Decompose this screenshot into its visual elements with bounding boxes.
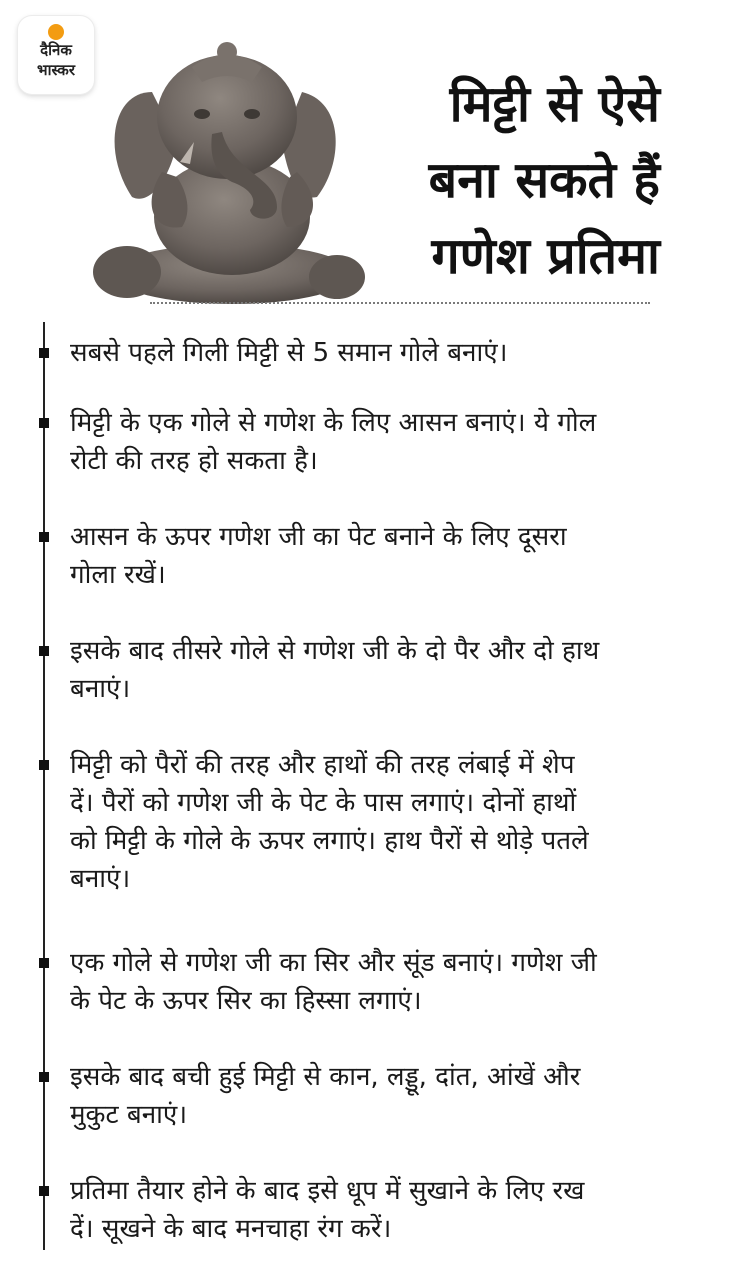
step-text [70, 1058, 715, 1134]
bullet-square-icon [39, 348, 49, 358]
step-line: रोटी की तरह हो सकता है। [70, 446, 318, 476]
bullet-square-icon [39, 418, 49, 428]
step-line: आसन के ऊपर गणेश जी का पेट बनाने के लिए दूसरा [70, 522, 567, 552]
step-text [70, 944, 715, 1020]
title-line: मिट्टी से ऐसे [449, 75, 660, 133]
bullet-square-icon [39, 1186, 49, 1196]
step-line: मिट्टी को पैरों की तरह और हाथों की तरह लंबाई में शेप [70, 750, 575, 780]
step-text [70, 632, 715, 708]
step-line: बनाएं। [70, 674, 131, 704]
bullet-square-icon [39, 532, 49, 542]
title-line: गणेश प्रतिमा [431, 227, 660, 285]
bullet-square-icon [39, 958, 49, 968]
bullet-square-icon [39, 760, 49, 770]
ganesha-idol-icon [82, 22, 382, 322]
bullet-square-icon [39, 1072, 49, 1082]
dotted-divider [150, 302, 650, 304]
step-text [70, 1172, 715, 1248]
step-line: इसके बाद बची हुई मिट्टी से कान, लड्डू, दांत, आंखें और [70, 1062, 581, 1092]
step-line: सबसे पहले गिली मिट्टी से 5 समान गोले बनाएं। [70, 338, 508, 368]
step-line: के पेट के ऊपर सिर का हिस्सा लगाएं। [70, 986, 422, 1016]
page-title [360, 66, 660, 294]
step-line: दें। पैरों को गणेश जी के पेट के पास लगाएं। दोनों हाथों [70, 788, 577, 818]
step-line: दें। सूखने के बाद मनचाहा रंग करें। [70, 1214, 392, 1244]
timeline-line [43, 322, 45, 1250]
logo-sun-icon [48, 24, 64, 40]
logo-text-line2: भास्कर [37, 61, 75, 79]
step-line: बनाएं। [70, 864, 131, 894]
bullet-square-icon [39, 646, 49, 656]
title-line: बना सकते हैं [428, 151, 660, 209]
step-text [70, 404, 715, 480]
step-text [70, 746, 715, 898]
step-line: मिट्टी के एक गोले से गणेश के लिए आसन बनाएं। ये गोल [70, 408, 597, 438]
step-text [70, 334, 715, 372]
step-line: प्रतिमा तैयार होने के बाद इसे धूप में सुखाने के लिए रख [70, 1176, 585, 1206]
step-line: गोला रखें। [70, 560, 166, 590]
step-line: एक गोले से गणेश जी का सिर और सूंड बनाएं। गणेश जी [70, 948, 597, 978]
step-text [70, 518, 715, 594]
step-line: मुकुट बनाएं। [70, 1100, 188, 1130]
step-line: को मिट्टी के गोले के ऊपर लगाएं। हाथ पैरों से थोड़े पतले [70, 826, 589, 856]
logo-text-line1: दैनिक [40, 41, 72, 59]
step-line: इसके बाद तीसरे गोले से गणेश जी के दो पैर और दो हाथ [70, 636, 600, 666]
